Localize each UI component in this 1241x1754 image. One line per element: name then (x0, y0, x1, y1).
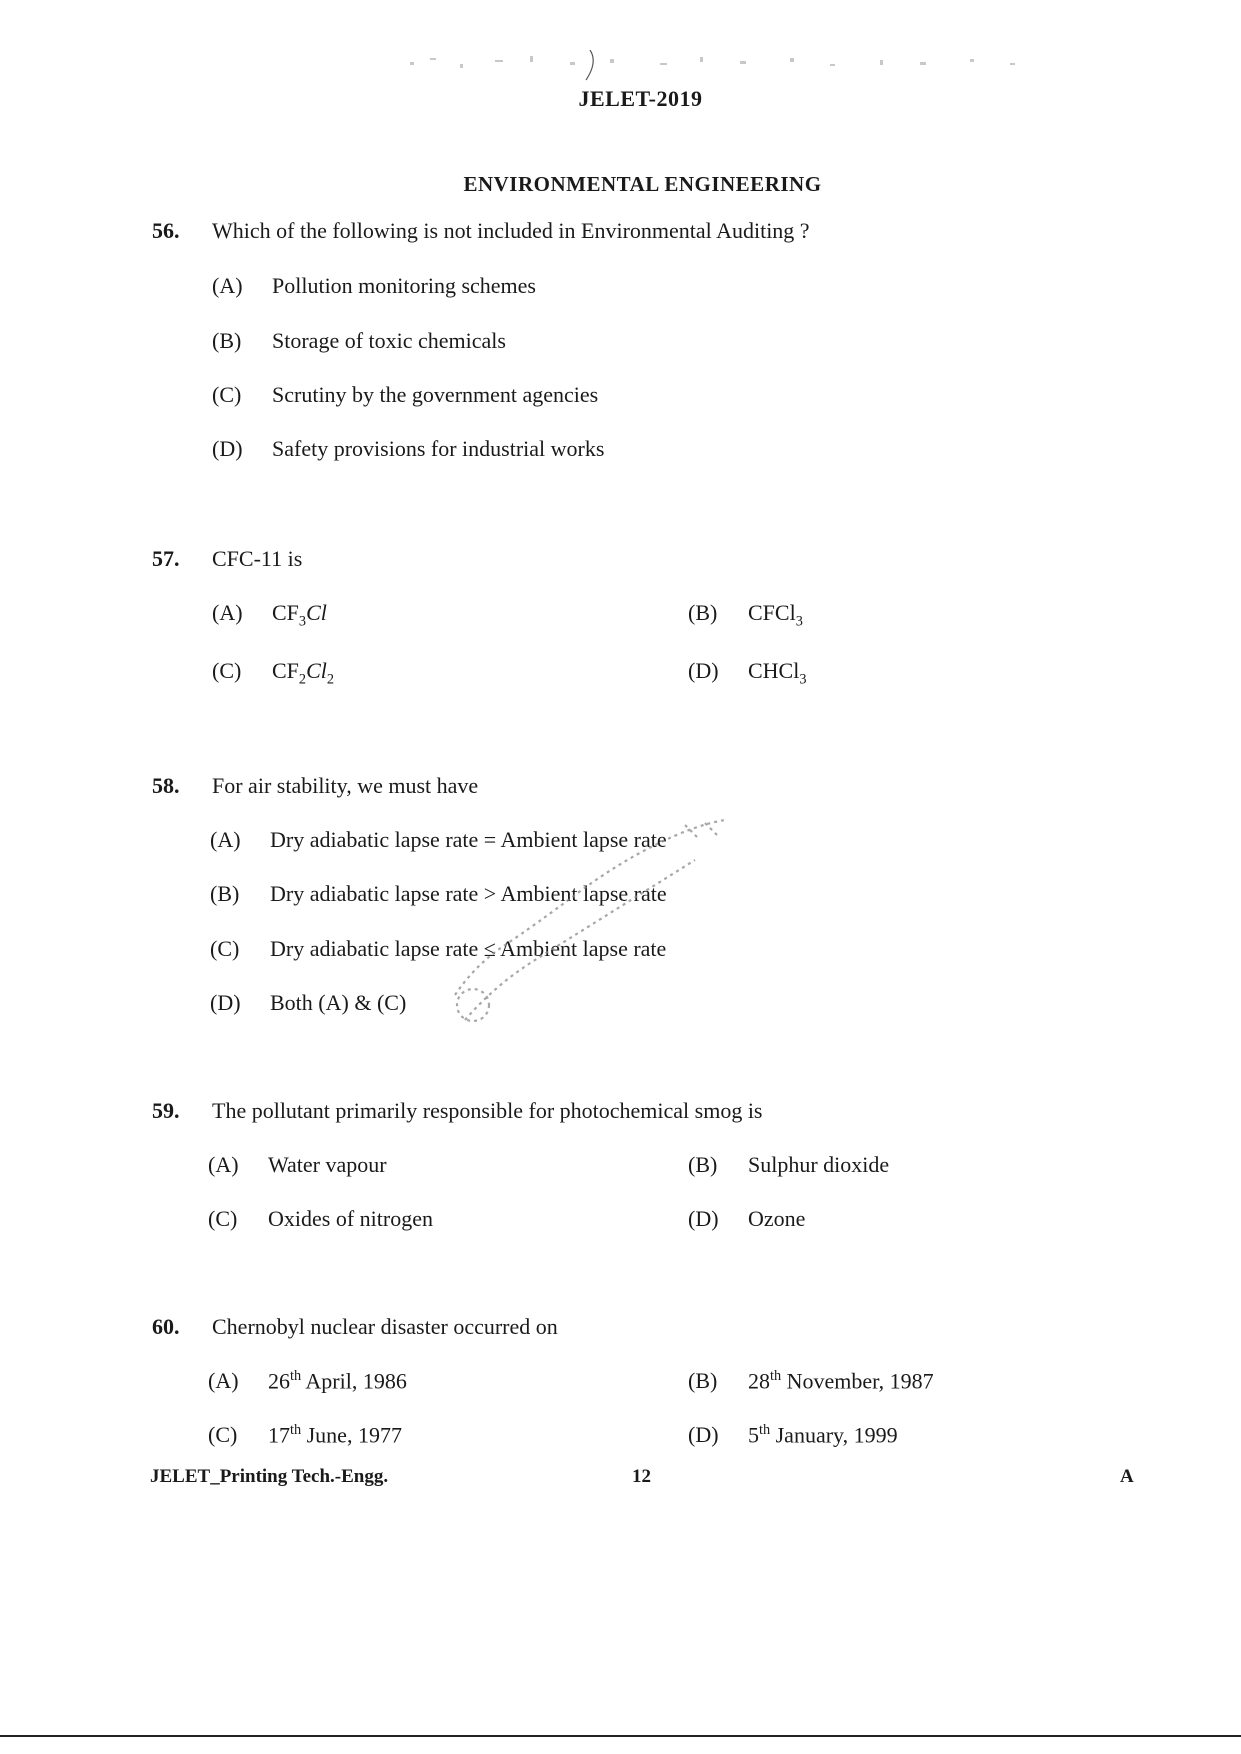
option-57c: (C) $CF_2Cl_2$ (212, 658, 335, 688)
question-56 (152, 218, 810, 244)
exam-title: JELET-2019 (578, 86, 703, 111)
option-58a: (A) Dry adiabatic lapse rate = Ambient lapse rate (210, 827, 667, 852)
option-59b: (B) Sulphur dioxide (688, 1152, 890, 1177)
option-57d: (D) CHCl$_3$ (688, 658, 807, 688)
option-60a: (A) 26th April, 1986 (208, 1368, 407, 1394)
option-60d: (D) 5th January, 1999 (688, 1422, 898, 1448)
question-number: 59. (152, 1098, 180, 1123)
header-scan-noise (400, 50, 1050, 90)
option-57a: (A) $CF_3Cl$ (212, 600, 327, 630)
question-57 (152, 546, 302, 572)
question-58 (152, 773, 478, 799)
option-56a: (A) Pollution monitoring schemes (212, 273, 536, 298)
bottom-rule (0, 1735, 1241, 1737)
question-text: Chernobyl nuclear disaster occurred on (212, 1314, 558, 1339)
footer-page-number: 12 (632, 1466, 651, 1487)
option-56d: (D) Safety provisions for industrial works (212, 436, 605, 461)
option-59c: (C) Oxides of nitrogen (208, 1206, 433, 1231)
question-number: 60. (152, 1314, 180, 1339)
option-58b: (B) Dry adiabatic lapse rate > Ambient lapse rate (210, 881, 667, 906)
question-number: 57. (152, 546, 180, 571)
footer-paper-name: JELET_Printing Tech.-Engg. (150, 1466, 389, 1487)
option-60b: (B) 28th November, 1987 (688, 1368, 934, 1394)
question-text: Which of the following is not included in Environmental Auditing ? (212, 218, 810, 243)
option-56c: (C) Scrutiny by the government agencies (212, 382, 599, 407)
question-59 (152, 1098, 763, 1124)
option-56b: (B) Storage of toxic chemicals (212, 328, 506, 353)
question-text: CFC-11 is (212, 546, 303, 571)
option-57b: (B) CFCl$_3$ (688, 600, 803, 630)
question-text: For air stability, we must have (212, 773, 479, 798)
question-60 (152, 1314, 558, 1340)
option-58c: (C) Dry adiabatic lapse rate ≤ Ambient lapse rate (210, 936, 667, 961)
option-60c: (C) 17th June, 1977 (208, 1422, 402, 1448)
option-58d: (D) Both (A) & (C) (210, 990, 407, 1015)
option-59a: (A) Water vapour (208, 1152, 387, 1177)
question-text: The pollutant primarily responsible for photochemical smog is (212, 1098, 763, 1123)
section-title: ENVIRONMENTAL ENGINEERING (463, 172, 822, 196)
question-number: 56. (152, 218, 180, 243)
question-number: 58. (152, 773, 180, 798)
footer-set-code: A (1120, 1466, 1134, 1487)
option-59d: (D) Ozone (688, 1206, 806, 1231)
stamp-mark (435, 815, 765, 1045)
